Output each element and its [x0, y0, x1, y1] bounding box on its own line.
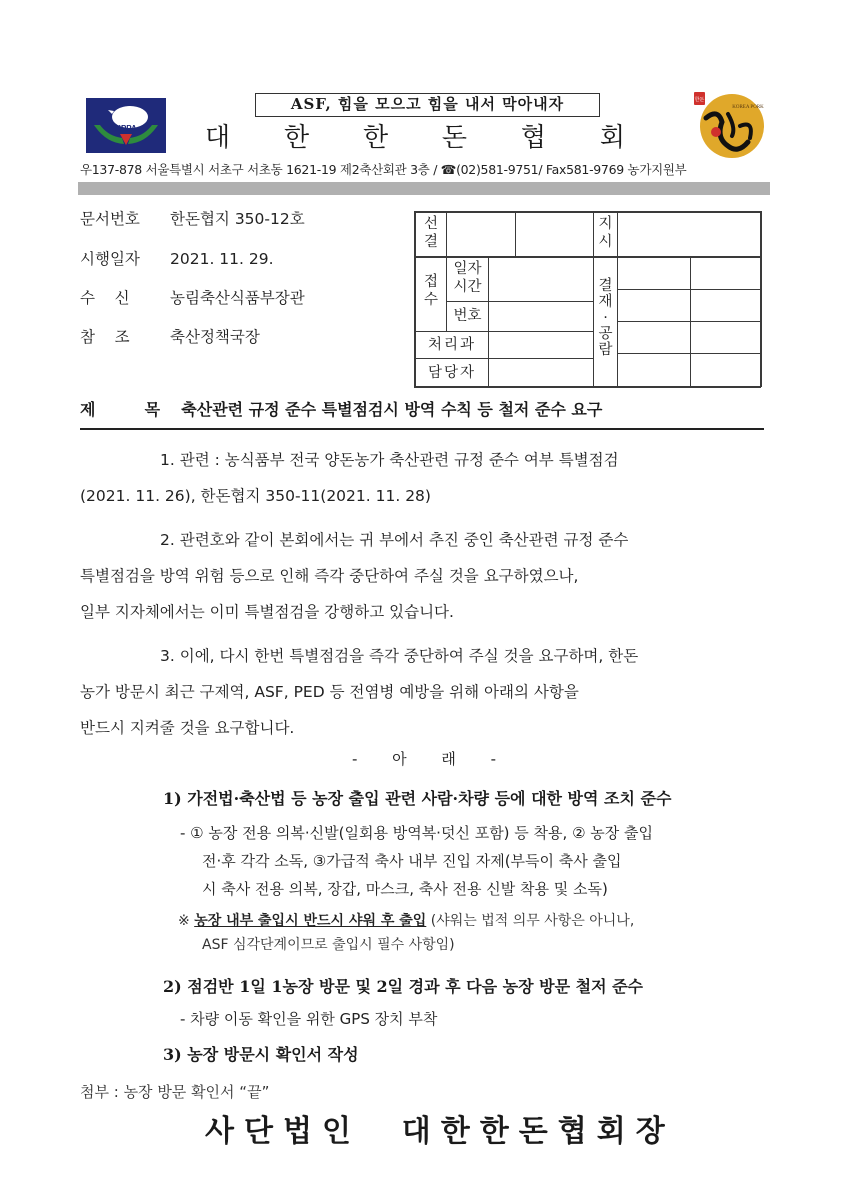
date-value: 2021. 11. 29.: [170, 250, 274, 268]
paragraph-3-line-3: 반드시 지켜줄 것을 요구합니다.: [80, 719, 295, 737]
item-1-heading: 1) 가전법·축산법 등 농장 출입 관련 사람·차량 등에 대한 방역 조치 준수: [163, 789, 672, 808]
item-1-detail-line-1: - ① 농장 전용 의복·신발(일회용 방역복·덧신 포함) 등 착용, ② 농장 출입: [180, 824, 654, 842]
org-title-char: 대: [205, 123, 231, 153]
number-label: 번호: [453, 308, 482, 324]
note-mark: ※: [178, 913, 190, 929]
recipient-row: [80, 287, 305, 309]
item-3-heading: 3) 농장 방문시 확인서 작성: [163, 1045, 359, 1064]
slogan-text: ASF, 힘을 모으고 힘을 내서 막아내자: [290, 95, 565, 113]
paragraph-3-line-2: 농가 방문시 최근 구제역, ASF, PED 등 전염병 예방을 위해 아래의 사항을: [80, 683, 579, 701]
dept-label: 처리과: [427, 337, 477, 353]
kppa-logo-icon: [86, 98, 166, 153]
prior-decision-label: 선 결: [423, 216, 438, 250]
instruction-label: 지 시: [598, 216, 613, 250]
note-emphasis: 농장 내부 출입시 반드시 샤워 후 출입: [194, 913, 427, 929]
recipient-value: 농림축산식품부장관: [170, 289, 305, 307]
paragraph-2-line-1: 2. 관련호와 같이 본회에서는 귀 부에서 추진 중인 축산관련 규정 준수: [160, 531, 629, 549]
org-title-char: 돈: [441, 123, 468, 153]
item-1-detail-line-2: 전·후 각각 소독, ③가급적 축사 내부 진입 자제(부득이 축사 출입: [202, 852, 622, 870]
org-title: [205, 118, 625, 158]
item-1-note: [178, 910, 634, 932]
paragraph-2-line-2: 특별점검을 방역 위험 등으로 인해 즉각 중단하여 주실 것을 요구하였으나,: [80, 567, 579, 585]
note-rest: (샤워는 법적 의무 사항은 아니나,: [426, 913, 635, 929]
paragraph-1: [80, 442, 770, 514]
paragraph-1-line-1: 1. 관련 : 농식품부 전국 양돈농가 축산관련 규정 준수 여부 특별점검: [160, 451, 619, 469]
paragraph-3: [80, 638, 770, 746]
reference-label: 참 조: [80, 328, 130, 346]
hanton-logo-text: KOREA PORK: [732, 105, 764, 110]
person-label: 담당자: [427, 365, 477, 381]
org-title-char: 한: [362, 123, 389, 153]
hanton-logo-badge: 한돈: [694, 97, 705, 103]
org-title-char: 한: [283, 123, 310, 153]
attachment-line: 첨부 : 농장 방문 확인서 “끝”: [80, 1083, 270, 1101]
slogan-box: [255, 93, 600, 117]
item-1-detail-line-3: 시 축사 전용 의복, 장갑, 마스크, 축사 전용 신발 착용 및 소독): [202, 880, 608, 898]
address-line: 우137-878 서울특별시 서초구 서초동 1621-19 제2축산회관 3층 / ☎(02)581-9751/ Fax581-9769 농가지원부: [80, 162, 687, 177]
org-title-char: 회: [599, 123, 625, 153]
paragraph-2-line-3: 일부 지자체에서는 이미 특별점검을 강행하고 있습니다.: [80, 603, 454, 621]
org-title-char: 협: [520, 123, 546, 153]
recipient-label: 수 신: [80, 289, 130, 307]
date-label: 시행일자: [80, 250, 140, 268]
paragraph-1-line-2: (2021. 11. 26), 한돈협지 350-11(2021. 11. 28): [80, 487, 431, 505]
receipt-label: 접 수: [423, 274, 438, 308]
item-2-detail: - 차량 이동 확인을 위한 GPS 장치 부착: [180, 1010, 438, 1028]
kppa-logo: [86, 98, 166, 153]
doc-number-row: [80, 208, 305, 230]
subject-text: 축산관련 규정 준수 특별점검시 방역 수칙 등 철저 준수 요구: [181, 400, 603, 419]
date-time-label: 일자 시간: [453, 261, 482, 295]
date-row: [80, 248, 274, 270]
subject-label-2: 목: [144, 400, 161, 419]
subject-label-1: 제: [80, 400, 96, 419]
approval-table: [414, 211, 761, 387]
paragraph-3-line-1: 3. 이에, 다시 한번 특별점검을 즉각 중단하여 주실 것을 요구하며, 한돈: [160, 647, 639, 665]
signature: 사단법인 대한한돈협회장: [205, 1114, 675, 1149]
paragraph-2: [80, 522, 770, 630]
doc-number-value: 한돈협지 350-12호: [170, 210, 305, 228]
reference-value: 축산정책국장: [170, 328, 260, 346]
kppa-logo-text: KPPA: [115, 124, 137, 133]
hanton-logo: [688, 88, 768, 160]
header-divider-bar: [78, 182, 770, 195]
hanton-logo-icon: [688, 88, 768, 160]
subject-line: [80, 398, 770, 422]
item-2-heading: 2) 점검반 1일 1농장 방문 및 2일 경과 후 다음 농장 방문 철저 준수: [163, 977, 644, 996]
doc-number-label: 문서번호: [80, 210, 140, 228]
reference-row: [80, 326, 260, 348]
below-section-title: - 아 래 -: [351, 750, 497, 768]
item-1-note-line-2: ASF 심각단계이므로 출입시 필수 사항임): [202, 937, 455, 953]
approval-label: 결 재 · 공 람: [598, 278, 613, 358]
subject-divider: [80, 428, 764, 430]
